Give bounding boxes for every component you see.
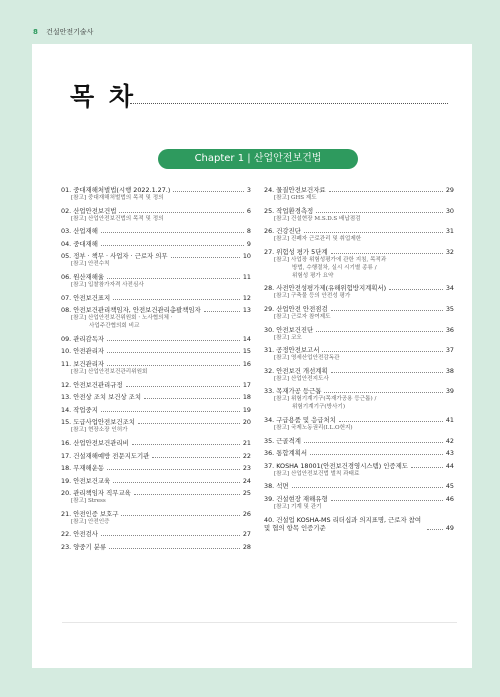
toc-entry-title: 18. 무재해운동 bbox=[61, 464, 105, 473]
toc-row bbox=[264, 248, 454, 256]
toc-row bbox=[61, 452, 251, 460]
toc-row bbox=[264, 437, 454, 445]
toc-reference-note: [참고] 건설현장 M.S.D.S 배납점검 bbox=[274, 215, 361, 222]
toc-reference-note: 위험기계기구(방사기) bbox=[292, 404, 345, 411]
toc-entry bbox=[264, 346, 454, 362]
toc-page-number: 44 bbox=[445, 461, 454, 470]
toc-entry-title: 22. 안전검사 bbox=[61, 530, 98, 539]
toc-row bbox=[61, 464, 251, 472]
toc-page-number: 43 bbox=[445, 449, 454, 458]
toc-row bbox=[61, 347, 251, 355]
dot-leader bbox=[331, 372, 443, 373]
toc-entry bbox=[61, 240, 251, 248]
dot-leader bbox=[204, 311, 240, 312]
toc-page-number: 27 bbox=[242, 530, 251, 539]
toc-page-number: 39 bbox=[445, 387, 454, 396]
toc-row bbox=[61, 273, 251, 281]
toc-reference-note: 사업주간협의회 비교 bbox=[89, 323, 140, 330]
toc-reference-note: [참고] 산업안전보건법 벌칙 과태료 bbox=[274, 470, 360, 477]
book-title: 건설안전기술사 bbox=[46, 28, 94, 36]
toc-row bbox=[264, 305, 454, 313]
toc-entry bbox=[264, 305, 454, 321]
toc-reference-note: [참고] 근로자 참여제도 bbox=[274, 313, 331, 320]
toc-reference-note: [참고] 안전인증 bbox=[71, 518, 110, 525]
toc-row bbox=[61, 227, 251, 235]
toc-reference-note: [참고] 중대재해처벌법의 목적 및 정의 bbox=[71, 195, 164, 201]
dot-leader bbox=[101, 535, 240, 536]
toc-row bbox=[61, 360, 251, 368]
toc-reference-note: [참고] 산업안전보건법의 목적 및 정의 bbox=[71, 215, 164, 222]
toc-row bbox=[264, 387, 454, 395]
toc-entry bbox=[61, 393, 251, 401]
toc-entry-title: 34. 구급용품 및 응급처치 bbox=[264, 415, 336, 424]
toc-page-number: 36 bbox=[445, 325, 454, 334]
toc-page-number: 14 bbox=[242, 334, 251, 343]
toc-page-number: 18 bbox=[242, 393, 251, 402]
toc-page-number: 45 bbox=[445, 482, 454, 491]
toc-page-number: 37 bbox=[445, 346, 454, 355]
dot-leader bbox=[119, 212, 244, 213]
dot-leader bbox=[331, 500, 443, 501]
toc-entry-title: 19. 안전보건교육 bbox=[61, 476, 111, 485]
toc-row bbox=[264, 462, 454, 470]
toc-entry bbox=[61, 418, 251, 434]
toc-page-number: 41 bbox=[445, 415, 454, 424]
toc-entry bbox=[264, 186, 454, 202]
title-dotted-rule bbox=[130, 103, 448, 104]
toc-entry-title: 03. 산업재해 bbox=[61, 227, 98, 236]
toc-page-number: 15 bbox=[242, 347, 251, 356]
toc-entry-title: 27. 위험성 평가 5단계 bbox=[264, 247, 328, 256]
dot-leader bbox=[109, 548, 240, 549]
dot-leader bbox=[113, 482, 240, 483]
toc-reference-note: [참고] 구축물 등의 안전성 평가 bbox=[274, 293, 351, 300]
toc-entry-title: 07. 안전보건표지 bbox=[61, 293, 111, 302]
toc-entry bbox=[264, 284, 454, 300]
toc-entry bbox=[61, 294, 251, 302]
toc-row bbox=[61, 393, 251, 401]
toc-entry bbox=[61, 381, 251, 389]
toc-entry bbox=[61, 543, 251, 551]
toc-entry bbox=[264, 326, 454, 342]
toc-entry-title: 20. 관리책임자 직무교육 bbox=[61, 489, 131, 498]
toc-entry bbox=[61, 273, 251, 289]
dot-leader bbox=[324, 392, 442, 393]
toc-entry-title: 02. 산업안전보건법 bbox=[61, 206, 117, 215]
toc-page-number: 38 bbox=[445, 366, 454, 375]
toc-reference-note: [참고] 국제노동권리(I.L.O헌지) bbox=[274, 424, 353, 431]
dot-leader bbox=[107, 469, 240, 470]
toc-entry bbox=[264, 227, 454, 243]
toc-entry-title: 16. 산업안전보건관리비 bbox=[61, 438, 129, 447]
toc-entry bbox=[61, 510, 251, 526]
toc-entry bbox=[264, 516, 454, 532]
toc-page-number: 22 bbox=[242, 451, 251, 460]
toc-row bbox=[61, 335, 251, 343]
toc-page-number: 26 bbox=[242, 509, 251, 518]
toc-entry bbox=[61, 489, 251, 505]
toc-entry bbox=[264, 367, 454, 383]
toc-entry-title: 05. 정부 · 책무 · 사업자 · 근로자 의무 bbox=[61, 252, 168, 261]
dot-leader bbox=[101, 411, 240, 412]
toc-page-number: 49 bbox=[445, 523, 454, 532]
toc-page-number: 32 bbox=[445, 247, 454, 256]
toc-entry bbox=[264, 416, 454, 432]
toc-row bbox=[61, 530, 251, 538]
toc-entry bbox=[61, 439, 251, 447]
toc-entry bbox=[264, 449, 454, 457]
toc-entry-title: 13. 안전상 조치 보건상 조치 bbox=[61, 393, 142, 402]
toc-row bbox=[61, 294, 251, 302]
toc-page-number: 31 bbox=[445, 227, 454, 236]
dot-leader bbox=[107, 365, 240, 366]
toc-row bbox=[61, 543, 251, 551]
toc-entry bbox=[264, 462, 454, 478]
toc-entry bbox=[61, 227, 251, 235]
dot-leader bbox=[144, 398, 240, 399]
toc-row bbox=[61, 439, 251, 447]
toc-reference-note: [참고] 영세산업안전감독관 bbox=[274, 355, 340, 362]
toc-entry-title: 08. 안전보건관리책임자, 안전보건관리총괄책임자 bbox=[61, 306, 201, 315]
toc-page-number: 19 bbox=[242, 405, 251, 414]
dot-leader bbox=[107, 352, 240, 353]
toc-row bbox=[61, 510, 251, 518]
toc-row bbox=[264, 516, 454, 532]
toc-page-number: 21 bbox=[242, 438, 251, 447]
toc-entry-title: 06. 원산재해율 bbox=[61, 272, 105, 281]
toc-entry bbox=[61, 360, 251, 376]
toc-page-number: 17 bbox=[242, 380, 251, 389]
toc-page-number: 11 bbox=[242, 272, 251, 281]
toc-reference-note: [참고] 사업장 위험성평가에 관한 지침, 목적과 bbox=[274, 256, 387, 263]
toc-entry-title: 30. 안전보건진단 bbox=[264, 325, 314, 334]
page-number: 8 bbox=[33, 28, 38, 36]
toc-entry-title: 28. 사전안전성평가제(유해위험방지계획서) bbox=[264, 284, 387, 293]
chapter-badge: Chapter 1 | 산업안전보건법 bbox=[158, 149, 358, 169]
toc-entry bbox=[264, 482, 454, 490]
toc-row bbox=[61, 252, 251, 260]
toc-page-number: 12 bbox=[242, 293, 251, 302]
toc-entry-title: 15. 도급사업안전보건조치 bbox=[61, 418, 135, 427]
toc-reference-note: [참고] GHS 제도 bbox=[274, 195, 317, 201]
toc-entry-title: 04. 중대재해 bbox=[61, 239, 98, 248]
toc-entry bbox=[264, 495, 454, 511]
toc-reference-note: [참고] 기계 및 관기 bbox=[274, 503, 322, 510]
dot-leader bbox=[316, 331, 443, 332]
toc-row bbox=[264, 186, 454, 194]
toc-entry-title: 11. 보건관리자 bbox=[61, 359, 105, 368]
dot-leader bbox=[173, 191, 244, 192]
page-title: 목 차 bbox=[70, 82, 137, 111]
toc-entry bbox=[61, 477, 251, 485]
dot-leader bbox=[171, 257, 240, 258]
toc-entry bbox=[61, 335, 251, 343]
toc-page-number: 3 bbox=[246, 186, 251, 194]
toc-page-number: 20 bbox=[242, 418, 251, 427]
toc-entry-title: 25. 작업환경측정 bbox=[264, 206, 314, 215]
toc-entry bbox=[61, 464, 251, 472]
toc-page-number: 46 bbox=[445, 494, 454, 503]
toc-reference-note: [참고] 산업안전지도사 bbox=[274, 375, 329, 382]
toc-entry bbox=[61, 530, 251, 538]
toc-row bbox=[61, 186, 251, 194]
toc-entry bbox=[61, 207, 251, 223]
toc-entry-title: 29. 산업안전 안전점검 bbox=[264, 304, 328, 313]
toc-reference-note: [참고] Stress bbox=[71, 498, 106, 505]
toc-reference-note: [참고] 진폐자 근로관리 및 취업제한 bbox=[274, 236, 362, 243]
dot-leader bbox=[304, 442, 443, 443]
dot-leader bbox=[331, 253, 443, 254]
toc-entry-title: 17. 건설재해예방 전문지도기관 bbox=[61, 451, 150, 460]
toc-entry-title: 31. 공정안전보고서 bbox=[264, 346, 320, 355]
toc-entry bbox=[61, 306, 251, 330]
dot-leader bbox=[121, 515, 239, 516]
toc-entry-title: 14. 작업중지 bbox=[61, 405, 98, 414]
toc-page-number: 35 bbox=[445, 304, 454, 313]
toc-entry-title: 37. KOSHA 18001(안전보건경영시스템) 인증제도 bbox=[264, 461, 408, 470]
toc-page-number: 24 bbox=[242, 476, 251, 485]
dot-leader bbox=[304, 232, 443, 233]
toc-entry-title: 33. 목재가공 등근톱 bbox=[264, 387, 322, 396]
toc-page-number: 25 bbox=[242, 489, 251, 498]
dot-leader bbox=[310, 454, 443, 455]
toc-entry bbox=[61, 252, 251, 268]
toc-entry bbox=[61, 452, 251, 460]
dot-leader bbox=[322, 351, 442, 352]
toc-entry-title: 24. 물질안전보건자료 bbox=[264, 186, 326, 194]
toc-page-number: 8 bbox=[246, 227, 251, 236]
dot-leader bbox=[113, 299, 240, 300]
toc-page-number: 10 bbox=[242, 252, 251, 261]
toc-reference-note: [참고] 코오 bbox=[274, 334, 302, 341]
dot-leader bbox=[134, 494, 240, 495]
toc-entry-title: 39. 건설현장 재해유형 bbox=[264, 494, 328, 503]
toc-row bbox=[61, 240, 251, 248]
toc-entry bbox=[264, 207, 454, 223]
toc-entry-title: 21. 안전인증 보호구 bbox=[61, 509, 119, 518]
toc-reference-note: [참고] 현장소장 인허가 bbox=[71, 427, 128, 434]
toc-entry bbox=[264, 387, 454, 411]
toc-page-number: 29 bbox=[445, 186, 454, 194]
toc-reference-note: [참고] 산업안전보건위원회 · 노사협의체 · bbox=[71, 315, 173, 322]
toc-row bbox=[264, 284, 454, 292]
toc-page-number: 6 bbox=[246, 206, 251, 215]
dot-leader bbox=[316, 212, 443, 213]
dot-leader bbox=[101, 245, 244, 246]
toc-row bbox=[264, 346, 454, 354]
toc-page-number: 16 bbox=[242, 359, 251, 368]
dot-leader bbox=[331, 310, 443, 311]
toc-reference-note: 위험성 평가 요약 bbox=[292, 272, 334, 279]
dot-leader bbox=[152, 457, 240, 458]
dot-leader bbox=[329, 191, 443, 192]
dot-leader bbox=[107, 340, 240, 341]
toc-row bbox=[61, 381, 251, 389]
bottom-divider bbox=[62, 622, 457, 623]
toc-left-column bbox=[61, 186, 251, 556]
toc-page-number: 13 bbox=[242, 306, 251, 315]
dot-leader bbox=[411, 467, 443, 468]
toc-entry-title: 36. 통합계획서 bbox=[264, 449, 308, 458]
toc-right-column bbox=[264, 186, 454, 536]
toc-page-number: 30 bbox=[445, 206, 454, 215]
toc-row bbox=[264, 326, 454, 334]
toc-entry-title: 12. 안전보건관리규정 bbox=[61, 380, 123, 389]
toc-entry-title: 38. 석면 bbox=[264, 482, 289, 491]
toc-row bbox=[264, 482, 454, 490]
toc-page-number: 42 bbox=[445, 436, 454, 445]
toc-page-number: 34 bbox=[445, 284, 454, 293]
dot-leader bbox=[427, 529, 443, 530]
toc-row bbox=[264, 449, 454, 457]
toc-entry-title: 23. 양중기 분류 bbox=[61, 543, 107, 552]
dot-leader bbox=[101, 232, 244, 233]
toc-entry bbox=[264, 437, 454, 445]
toc-entry bbox=[264, 248, 454, 280]
toc-reference-note: [참고] 안전수칙 bbox=[71, 261, 110, 268]
toc-entry bbox=[61, 347, 251, 355]
running-header bbox=[33, 27, 93, 37]
toc-entry-title: 35. 근골격계 bbox=[264, 436, 301, 445]
dot-leader bbox=[138, 423, 240, 424]
toc-row bbox=[61, 418, 251, 426]
toc-entry-title: 01. 중대재해처벌법(시행 2022.1.27.) bbox=[61, 186, 171, 194]
toc-row bbox=[264, 227, 454, 235]
toc-row bbox=[264, 495, 454, 503]
toc-entry-title: 40. 건설업 KOSHA-MS 리더십과 의지표명, 근로자 참여 및 협의 항목 인증기준 bbox=[264, 515, 421, 532]
toc-entry-title: 26. 건강진단 bbox=[264, 227, 301, 236]
toc-entry-title: 09. 관리감독자 bbox=[61, 334, 105, 343]
dot-leader bbox=[107, 278, 240, 279]
dot-leader bbox=[132, 444, 240, 445]
toc-page-number: 28 bbox=[242, 543, 251, 552]
toc-row bbox=[61, 477, 251, 485]
dot-leader bbox=[126, 386, 240, 387]
toc-row bbox=[61, 489, 251, 497]
toc-row bbox=[264, 367, 454, 375]
toc-reference-note: [참고] 산업안전보건관리위원회 bbox=[71, 368, 148, 375]
toc-entry-title: 10. 안전관리자 bbox=[61, 347, 105, 356]
toc-row bbox=[61, 306, 251, 314]
toc-row bbox=[264, 416, 454, 424]
toc-page-number: 23 bbox=[242, 464, 251, 473]
dot-leader bbox=[389, 289, 443, 290]
toc-reference-note: 방법, 수행절차, 실시 시기별 종류 / bbox=[292, 264, 377, 271]
toc-row bbox=[61, 406, 251, 414]
dot-leader bbox=[339, 421, 443, 422]
toc-page-number: 9 bbox=[246, 239, 251, 248]
toc-entry bbox=[61, 406, 251, 414]
toc-row bbox=[61, 207, 251, 215]
toc-entry bbox=[61, 186, 251, 202]
toc-row bbox=[264, 207, 454, 215]
toc-reference-note: [참고] 위험기계기구(목재가공용 등근톱) / bbox=[274, 396, 377, 403]
toc-entry-title: 32. 안전보건 개선계획 bbox=[264, 366, 328, 375]
dot-leader bbox=[292, 487, 443, 488]
toc-reference-note: [참고] 입찰참가자격 사전심사 bbox=[71, 281, 144, 288]
